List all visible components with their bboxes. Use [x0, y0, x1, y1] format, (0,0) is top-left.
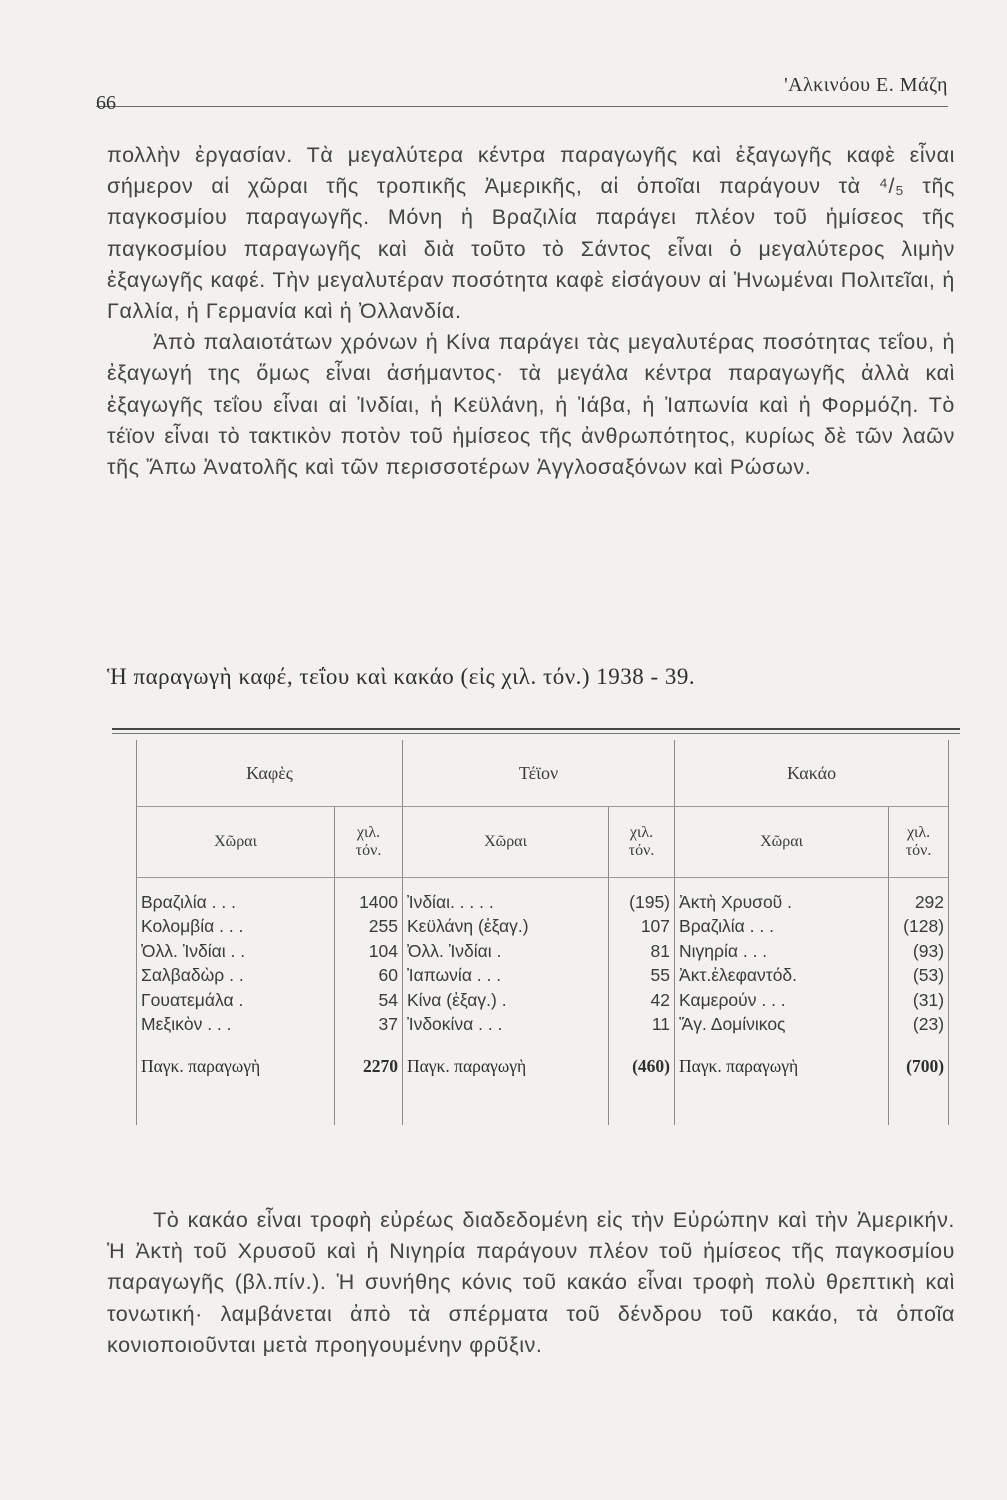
table-caption: Ἡ παραγωγὴ καφέ, τεΐου καὶ κακάο (εἰς χιλ. τόν.) 1938 - 39. [107, 664, 696, 689]
page-header [96, 62, 948, 114]
coffee-tons: 37 [335, 1013, 403, 1038]
column-header-tons [335, 807, 403, 878]
cocoa-country: Νιγηρία . . . [675, 939, 889, 964]
cocoa-country: Ἀκτὴ Χρυσοῦ . [675, 890, 889, 915]
coffee-tons: 54 [335, 988, 403, 1013]
tons-label-line1: χιλ. [356, 824, 381, 841]
body-text-bottom [107, 1205, 955, 1361]
total-label: Παγκ. παραγωγὴ [675, 1037, 889, 1095]
cocoa-tons: (93) [889, 939, 949, 964]
coffee-tons: 60 [335, 964, 403, 989]
cocoa-tons: 292 [889, 890, 949, 915]
column-header-countries: Χῶραι [403, 807, 609, 878]
running-head: 'Αλκινόου Ε. Μάζη [784, 74, 948, 96]
tea-tons: 107 [609, 915, 675, 940]
coffee-total: 2270 [335, 1037, 403, 1095]
group-header-cocoa: Κακάο [675, 740, 949, 807]
coffee-country: Βραζιλία . . . [137, 890, 335, 915]
cocoa-tons: (53) [889, 964, 949, 989]
production-table [136, 740, 949, 1125]
tea-tons: 11 [609, 1013, 675, 1038]
tons-label-line1: χιλ. [629, 824, 654, 841]
coffee-country: Κολομβία . . . [137, 915, 335, 940]
cocoa-tons: (128) [889, 915, 949, 940]
cocoa-country: Ἀκτ.ἐλεφαντόδ. [675, 964, 889, 989]
tea-tons: 81 [609, 939, 675, 964]
tons-label-line2: τόν. [628, 842, 655, 859]
tea-country: Κεϋλάνη (ἐξαγ.) [403, 915, 609, 940]
table-row [137, 964, 949, 989]
tons-label-line1: χιλ. [906, 824, 931, 841]
column-header-countries: Χῶραι [137, 807, 335, 878]
coffee-tons: 104 [335, 939, 403, 964]
tons-label-line2: τόν. [355, 842, 382, 859]
cocoa-country: Ἅγ. Δομίνικος [675, 1013, 889, 1038]
tea-country: Ἰνδίαι. . . . . [403, 890, 609, 915]
table-row [137, 890, 949, 915]
cocoa-country: Καμερούν . . . [675, 988, 889, 1013]
page-number: 66 [96, 92, 116, 114]
table-top-rule-thin [112, 733, 960, 734]
cocoa-total: (700) [889, 1037, 949, 1095]
total-label: Παγκ. παραγωγὴ [137, 1037, 335, 1095]
tea-country: Ἰαπωνία . . . [403, 964, 609, 989]
table-row [137, 988, 949, 1013]
tea-country: Κίνα (ἐξαγ.) . [403, 988, 609, 1013]
total-label: Παγκ. παραγωγὴ [403, 1037, 609, 1095]
tea-country: Ὀλλ. Ἰνδίαι . [403, 939, 609, 964]
body-text-top [107, 140, 955, 483]
paragraph: Τὸ κακάο εἶναι τροφὴ εὐρέως διαδεδομένη εἰς τὴν Εὐρώπην καὶ τὴν Ἀμερικήν. Ἡ Ἀκτὴ τοῦ Χρυσοῦ καὶ ἡ Νιγηρία παράγουν πλέον τοῦ ἡμίσεος τῆς παγκοσμίου παραγωγῆς (βλ.πίν.). Ἡ συνήθης κόνις τοῦ κακάο εἶναι τροφὴ πολὺ θρεπτικὴ καὶ τονωτική· λαμβάνεται ἀπὸ τὰ σπέρματα τοῦ δένδρου τοῦ κακάο, τὰ ὁποῖα κονιοποιοῦνται μετὰ προηγουμένην φρῦξιν. [107, 1208, 955, 1357]
coffee-country: Ὀλλ. Ἰνδίαι . . [137, 939, 335, 964]
tea-total: (460) [609, 1037, 675, 1095]
coffee-tons: 1400 [335, 890, 403, 915]
coffee-country: Σαλβαδὼρ . . [137, 964, 335, 989]
tea-country: Ἰνδοκίνα . . . [403, 1013, 609, 1038]
group-header-tea: Τέϊον [403, 740, 675, 807]
coffee-tons: 255 [335, 915, 403, 940]
column-header-tons [609, 807, 675, 878]
column-header-countries: Χῶραι [675, 807, 889, 878]
tons-label-line2: τόν. [905, 842, 932, 859]
paragraph: Ἀπὸ παλαιοτάτων χρόνων ἡ Κίνα παράγει τὰς μεγαλυτέρας ποσότητας τεΐου, ἡ ἐξαγωγή της ὅμως εἶναι ἀσήμαντος· τὰ μεγάλα κέντρα παραγωγῆς ἀλλὰ καὶ ἐξαγωγῆς τεΐου εἶναι αἱ Ἰνδίαι, ἡ Κεϋλάνη, ἡ Ἰάβα, ἡ Ἰαπωνία καὶ ἡ Φορμόζη. Τὸ τέϊον εἶναι τὸ τακτικὸν ποτὸν τοῦ ἡμίσεος τῆς ἀνθρωπότητος, κυρίως δὲ τῶν λαῶν τῆς Ἄπω Ἀνατολῆς καὶ τῶν περισσοτέρων Ἀγγλοσαξόνων καὶ Ρώσων. [107, 330, 955, 480]
coffee-country: Μεξικὸν . . . [137, 1013, 335, 1038]
total-row [137, 1037, 949, 1095]
column-header-tons [889, 807, 949, 878]
group-header-coffee: Καφὲς [137, 740, 403, 807]
cocoa-tons: (31) [889, 988, 949, 1013]
table-top-rule [112, 728, 960, 730]
coffee-country: Γουατεμάλα . [137, 988, 335, 1013]
tea-tons: 42 [609, 988, 675, 1013]
table-row [137, 939, 949, 964]
table-row [137, 915, 949, 940]
table-row [137, 1013, 949, 1038]
paragraph: πολλὴν ἐργασίαν. Τὰ μεγαλύτερα κέντρα παραγωγῆς καὶ ἐξαγωγῆς καφὲ εἶναι σήμερον αἱ χῶραι τῆς τροπικῆς Ἀμερικῆς, αἱ ὁποῖαι παράγουν τὰ ⁴/₅ τῆς παγκοσμίου παραγωγῆς. Μόνη ἡ Βραζιλία παράγει πλέον τοῦ ἡμίσεος τῆς παγκοσμίου παραγωγῆς καὶ διὰ τοῦτο τὸ Σάντος εἶναι ὁ μεγαλύτερος λιμὴν ἐξαγωγῆς καφέ. Τὴν μεγαλυτέραν ποσότητα καφὲ εἰσάγουν αἱ Ἡνωμέναι Πολιτεῖαι, ἡ Γαλλία, ἡ Γερμανία καὶ ἡ Ὀλλανδία. [107, 143, 955, 324]
tea-tons: (195) [609, 890, 675, 915]
tea-tons: 55 [609, 964, 675, 989]
cocoa-tons: (23) [889, 1013, 949, 1038]
cocoa-country: Βραζιλία . . . [675, 915, 889, 940]
